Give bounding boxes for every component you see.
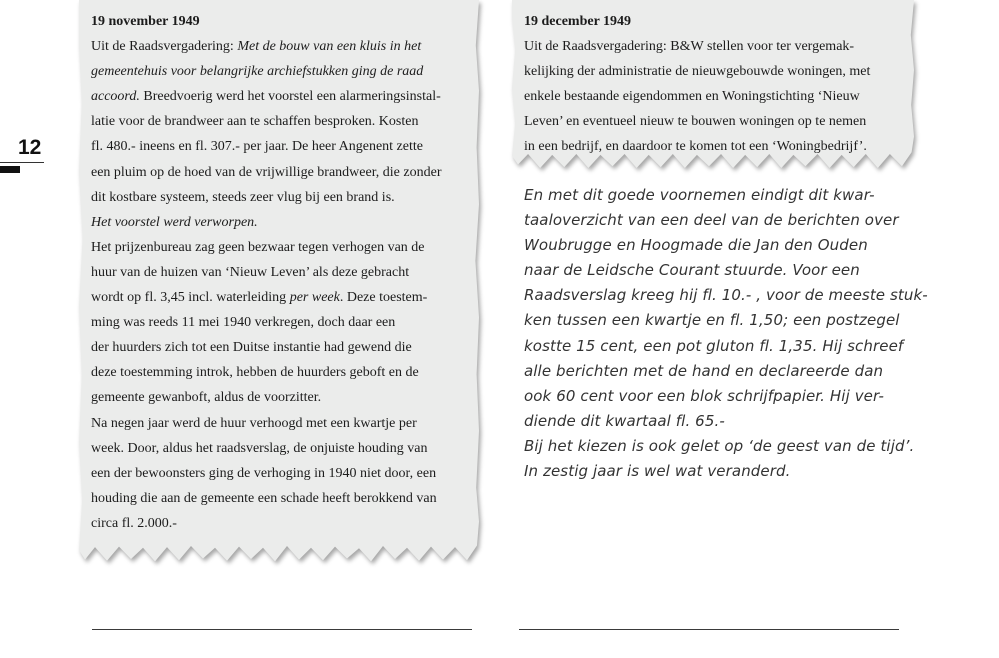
clipping-body [524, 34, 914, 159]
text-run: . Deze toestem- [339, 290, 428, 306]
summary-line: taaloverzicht van een deel van de berichten over [524, 211, 899, 230]
clipping-line [91, 360, 481, 385]
clipping-line [91, 210, 481, 235]
clipping-line [524, 34, 914, 59]
summary-line: Bij het kiezen is ook gelet op ‘de geest van de tijd’. [524, 436, 915, 455]
text-run: Uit de Raadsvergadering: B&W stellen voor ter vergemak- [524, 39, 855, 55]
clipping-line [524, 109, 914, 134]
clipping-line [524, 59, 914, 84]
page-number-marker [0, 166, 20, 173]
text-run: fl. 480.- ineens en fl. 307.- per jaar. De heer Angenent zette [91, 139, 423, 155]
clipping-date: 19 december 1949 [524, 14, 632, 29]
clipping-line [91, 310, 481, 335]
clipping-date: 19 november 1949 [91, 14, 200, 29]
summary-line: ook 60 cent voor een blok schrijfpapier. Hij ver- [524, 386, 884, 405]
text-run: ming was reeds 11 mei 1940 verkregen, doch daar een [91, 315, 396, 331]
clipping-line [91, 511, 481, 536]
italic-text: per week [289, 290, 340, 306]
text-run: der huurders zich tot een Duitse instantie had gewend die [91, 340, 412, 356]
summary-line: In zestig jaar is wel wat veranderd. [524, 462, 791, 481]
text-run: een pluim op de hoed van de vrijwillige brandweer, die zonder [91, 164, 442, 180]
text-run: in een bedrijf, en daardoor te komen tot een ‘Woningbedrijf’. [524, 139, 867, 155]
clipping-line [91, 235, 481, 260]
clipping-body [91, 34, 481, 536]
newspaper-clipping-right [512, 0, 914, 175]
clipping-line [91, 34, 481, 59]
page-number-rule [0, 162, 44, 163]
clipping-text [91, 9, 481, 536]
text-run: latie voor de brandweer aan te schaffen besproken. Kosten [91, 114, 419, 130]
summary-line: Raadsverslag kreeg hij fl. 10.- , voor de meeste stuk- [524, 286, 928, 305]
text-run: circa fl. 2.000.- [91, 515, 177, 531]
text-run: een der bewoonsters ging de verhoging in 1940 niet door, een [91, 465, 437, 481]
italic-text: gemeentehuis voor belangrijke archiefstukken ging de raad [91, 64, 424, 80]
clipping-line [91, 411, 481, 436]
clipping-line [91, 335, 481, 360]
summary-line: naar de Leidsche Courant stuurde. Voor een [524, 261, 860, 280]
footer-rule-right [519, 629, 899, 630]
clipping-line [91, 109, 481, 134]
text-run: deze toestemming introk, hebben de huurders geboft en de [91, 365, 419, 381]
summary-line: ken tussen een kwartje en fl. 1,50; een postzegel [524, 311, 900, 330]
clipping-line [91, 134, 481, 159]
summary-line: En met dit goede voornemen eindigt dit kwar- [524, 186, 875, 204]
clipping-line [91, 436, 481, 461]
summary-line: kostte 15 cent, een pot gluton fl. 1,35. Hij schreef [524, 336, 904, 355]
text-run: kelijking der administratie de nieuwgebouwde woningen, met [524, 64, 871, 80]
summary-line: diende dit kwartaal fl. 65.- [524, 411, 725, 430]
text-run: gemeente gewanboft, aldus de voorzitter. [91, 390, 322, 406]
summary-line: Woubrugge en Hoogmade die Jan den Ouden [524, 236, 868, 255]
text-run: wordt op fl. 3,45 incl. waterleiding [91, 290, 290, 306]
clipping-text [524, 9, 914, 160]
newspaper-clipping-left [79, 0, 479, 567]
text-run: week. Door, aldus het raadsverslag, de onjuiste houding van [91, 440, 428, 456]
clipping-line [91, 59, 481, 84]
text-run: huur van de huizen van ‘Nieuw Leven’ als deze gebracht [91, 264, 410, 280]
text-run: Na negen jaar werd de huur verhoogd met een kwartje per [91, 415, 417, 431]
clipping-line [91, 185, 481, 210]
footer-rule-left [92, 629, 472, 630]
clipping-line [91, 285, 481, 310]
clipping-line [91, 84, 481, 109]
summary-line: alle berichten met de hand en declareerde dan [524, 361, 884, 380]
text-run: Breedvoerig werd het voorstel een alarmeringsinstal- [139, 89, 441, 105]
italic-text: Met de bouw van een kluis in het [237, 39, 422, 55]
clipping-line [524, 84, 914, 109]
text-run: Leven’ en eventueel nieuw te bouwen woningen op te nemen [524, 114, 867, 130]
text-run: Uit de Raadsvergadering: [91, 39, 238, 55]
clipping-line [91, 260, 481, 285]
italic-text: accoord. [91, 89, 140, 105]
clipping-line [91, 486, 481, 511]
clipping-line [91, 461, 481, 486]
clipping-line [91, 160, 481, 185]
text-run: houding die aan de gemeente een schade heeft berokkend van [91, 490, 437, 506]
page-number: 12 [18, 136, 42, 159]
clipping-line [524, 134, 914, 159]
text-run: dit kostbare systeem, steeds zeer vlug bij een brand is. [91, 189, 395, 205]
italic-text: Het voorstel werd verworpen. [91, 214, 258, 230]
text-run: Het prijzenbureau zag geen bezwaar tegen verhogen van de [91, 239, 425, 255]
clipping-line [91, 385, 481, 410]
summary-paragraph [524, 183, 944, 484]
text-run: enkele bestaande eigendommen en Woningstichting ‘Nieuw [524, 89, 860, 105]
